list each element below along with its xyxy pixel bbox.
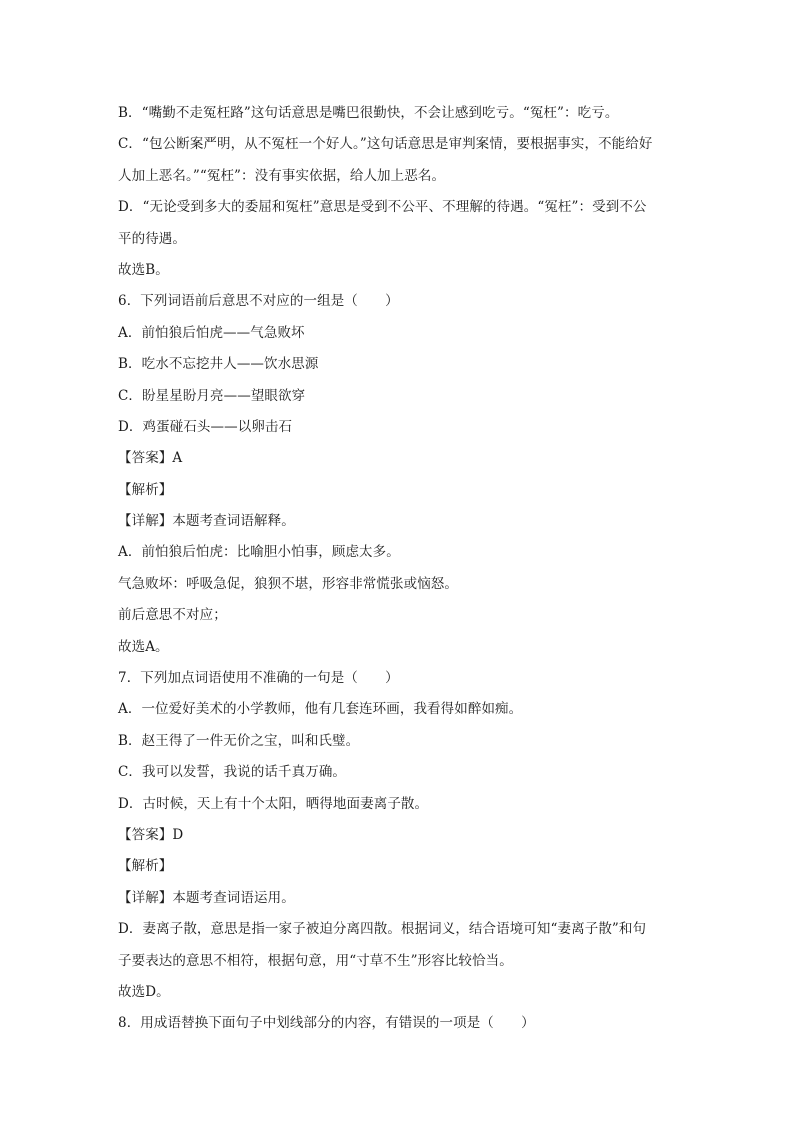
question-7-stem: 7．下列加点词语使用不准确的一句是（ ） [118, 670, 399, 687]
detail-label: 【详解】本题考查词语运用。 [118, 889, 295, 906]
answer-label: 【答案】A [118, 450, 183, 467]
analysis-label: 【解析】 [118, 481, 173, 498]
question-8-stem: 8．用成语替换下面句子中划线部分的内容，有错误的一项是（ ） [118, 1015, 535, 1032]
question-7-option-c: C．我可以发誓，我说的话千真万确。 [118, 764, 347, 781]
text-line: 故选A。 [118, 638, 169, 655]
text-line: 平的待遇。 [118, 230, 186, 247]
text-line: 人加上恶名。”“冤枉”：没有事实依据，给人加上恶名。 [118, 167, 446, 184]
question-6-option-c: C．盼星星盼月亮——望眼欲穿 [118, 387, 306, 404]
text-line: A．前怕狼后怕虎：比喻胆小怕事，顾虑太多。 [118, 544, 400, 561]
text-line: B．“嘴勤不走冤枉路”这句话意思是嘴巴很勤快，不会让感到吃亏。“冤枉”：吃亏。 [118, 105, 619, 121]
text-line: 气急败坏：呼吸急促，狼狈不堪，形容非常慌张或恼怒。 [118, 575, 458, 592]
text-line: C．“包公断案严明，从不冤枉一个好人。”这句话意思是审判案情，要根据事实，不能给好 [118, 136, 653, 153]
question-7-option-a: A．一位爱好美术的小学教师，他有几套连环画，我看得如醉如痴。 [118, 701, 523, 718]
text-line: 故选D。 [118, 983, 170, 1000]
document-page [118, 98, 678, 1040]
question-6-option-b: B．吃水不忘挖井人——饮水思源 [118, 356, 319, 373]
analysis-label: 【解析】 [118, 858, 173, 875]
text-line: 故选B。 [118, 261, 169, 278]
question-6-option-d: D．鸡蛋碰石头——以卵击石 [118, 418, 293, 435]
detail-label: 【详解】本题考查词语解释。 [118, 513, 295, 530]
question-7-option-d: D．古时候，天上有十个太阳，晒得地面妻离子散。 [118, 795, 429, 812]
text-line: 子要表达的意思不相符，根据句意，用“寸草不生”形容比较恰当。 [118, 952, 513, 969]
text-line: D．“无论受到多大的委屈和冤枉”意思是受到不公平、不理解的待遇。“冤枉”：受到不公 [118, 199, 647, 216]
text-line: D．妻离子散，意思是指一家子被迫分离四散。根据词义，结合语境可知“妻离子散”和句 [118, 921, 647, 938]
question-7-option-b: B．赵王得了一件无价之宝，叫和氏璧。 [118, 732, 360, 749]
question-6-option-a: A．前怕狼后怕虎——气急败坏 [118, 324, 305, 341]
question-6-stem: 6．下列词语前后意思不对应的一组是（ ） [118, 293, 399, 310]
text-line: 前后意思不对应； [118, 607, 227, 624]
answer-label: 【答案】D [118, 826, 184, 843]
